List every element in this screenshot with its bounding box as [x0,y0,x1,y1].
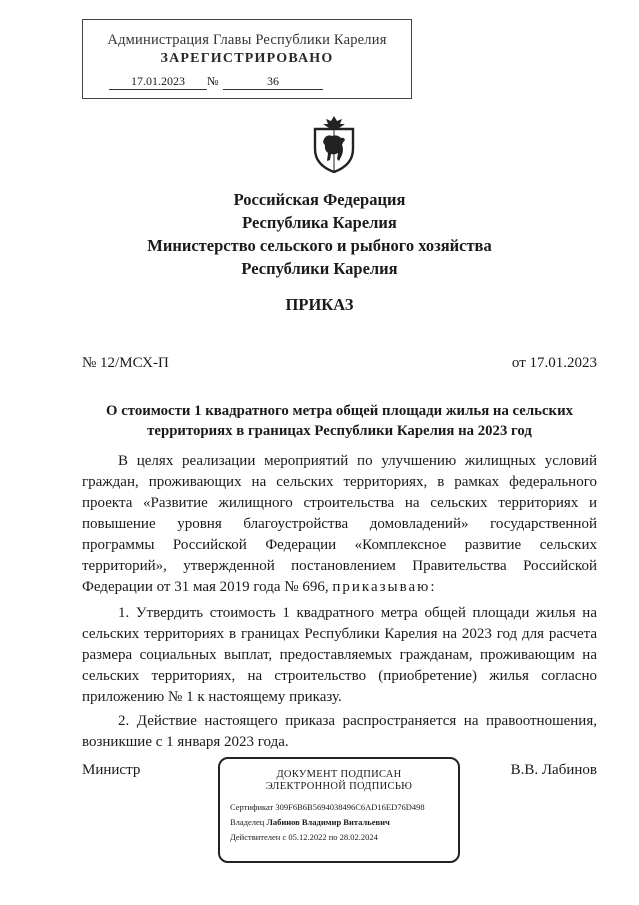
esign-heading-2: ЭЛЕКТРОННОЙ ПОДПИСЬЮ [265,781,413,792]
order-title-line1: О стоимости 1 квадратного метра общей площади жилья на сельских [106,403,573,419]
esign-heading-1: ДОКУМЕНТ ПОДПИСАН [276,769,402,780]
header-ministry-region: Республики Карелия [241,259,398,278]
header-country: Российская Федерация [233,190,406,209]
electronic-signature-stamp [218,757,460,863]
registration-stamp [82,19,412,99]
esign-owner: Владелец Лабинов Владимир Витальевич [230,817,390,827]
esign-validity: Действителен с 05.12.2022 по 28.02.2024 [230,832,378,842]
header-ministry: Министерство сельского и рыбного хозяйства [147,236,492,255]
stamp-number: 36 [223,74,323,90]
signatory-name: В.В. Лабинов [510,762,597,778]
paragraph-item-1: 1. Утвердить стоимость 1 квадратного метра общей площади жилья на сельских территориях в границах Республики Карелия на 2023 год для расчета размера социальных выплат, предоставляемых гражданам, проживающим на сельских территориях, на строительство (приобретение) жилья согласно приложению № 1 к настоящему приказу. [82,605,597,705]
preamble-order-word: приказываю: [332,579,437,595]
preamble-text: В целях реализации мероприятий по улучшению жилищных условий граждан, проживающих на сельских территориях, в рамках федерального проекта «Развитие жилищного строительства на сельских территориях и повышение уровня благоустройства домовладений» государственной программы Российской Федерации «Комплексное развитие сельских территорий», утвержденной постановлением Правительства Российской Федерации от 31 мая 2019 года № 696, [82,453,597,595]
stamp-number-label: № [207,74,219,88]
stamp-organization: Администрация Главы Республики Карелия [107,32,387,48]
coat-of-arms-icon [311,115,357,173]
stamp-date: 17.01.2023 [109,74,207,90]
signatory-role: Министр [82,762,141,778]
header-republic: Республика Карелия [242,213,397,232]
document-type: ПРИКАЗ [285,295,354,314]
order-date: от 17.01.2023 [511,355,597,371]
stamp-registered-label: ЗАРЕГИСТРИРОВАНО [160,51,334,66]
paragraph-item-2: 2. Действие настоящего приказа распространяется на правоотношения, возникшие с 1 января 2023 года. [82,713,597,750]
order-number: № 12/МСХ-П [82,355,169,371]
order-title-line2: территориях в границах Республики Карелия на 2023 год [147,423,532,439]
esign-certificate: Сертификат 309F6B6B5694038496C6AD16ED76D498 [230,802,425,812]
paragraph-preamble [82,451,597,598]
